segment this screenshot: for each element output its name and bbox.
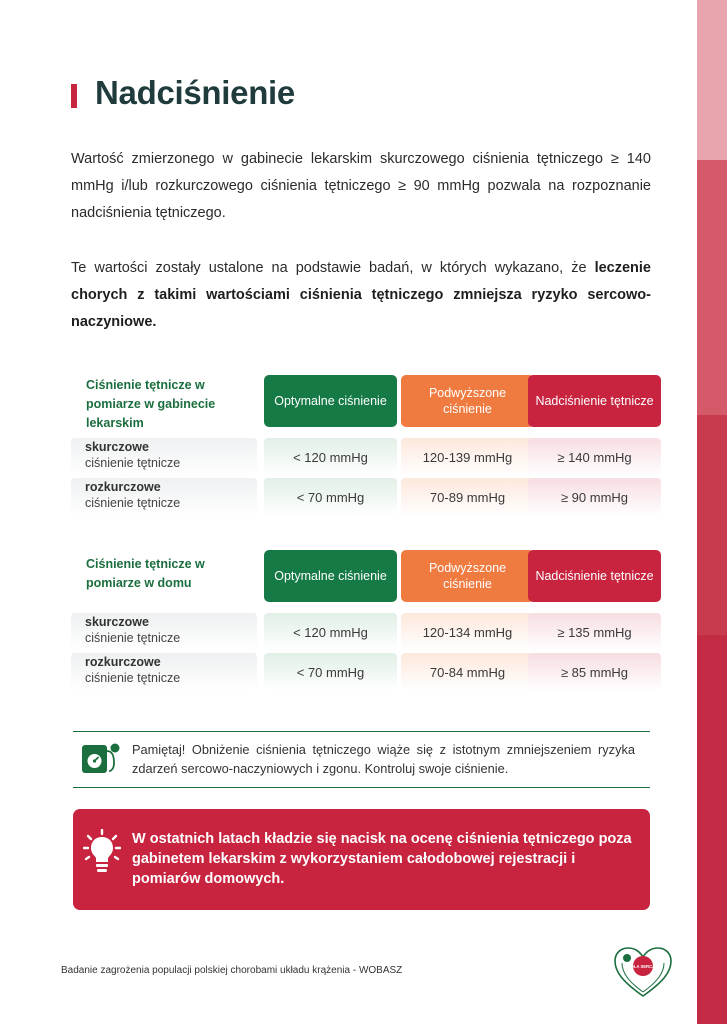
row-label-sub: ciśnienie tętnicze (85, 496, 181, 510)
row-label (71, 653, 257, 691)
table-title: Ciśnienie tętnicze w pomiarze w domu (86, 557, 205, 590)
evidence-text: Te wartości zostały ustalone na podstawie badań, w których wykazano, że (71, 260, 595, 276)
cell-elevated: 70-89 mmHg (401, 478, 534, 516)
row-label-sub: ciśnienie tętnicze (85, 456, 181, 470)
side-strip-mid (697, 160, 727, 415)
table-row-systolic (71, 613, 651, 651)
evidence-paragraph (71, 255, 651, 336)
evidence-bold-text: leczenie chorych z takimi wartościami ciśnienia tętniczego zmniejsza ryzyko sercowo-naczyniowe. (71, 260, 651, 330)
row-label-sub: ciśnienie tętnicze (85, 671, 181, 685)
heart-logo-icon (613, 946, 673, 998)
cell-optimal: < 70 mmHg (264, 653, 397, 691)
cell-hypertension: ≥ 90 mmHg (528, 478, 661, 516)
row-label-main: skurczowe (85, 440, 149, 454)
row-label-main: skurczowe (85, 615, 149, 629)
side-strip-light (697, 0, 727, 160)
header-optimal: Optymalne ciśnienie (264, 550, 397, 602)
lightbulb-icon (83, 829, 121, 875)
footer-source: Badanie zagrożenia populacji polskiej chorobami układu krążenia - WOBASZ (61, 965, 403, 976)
cell-hypertension: ≥ 135 mmHg (528, 613, 661, 651)
cell-hypertension: ≥ 140 mmHg (528, 438, 661, 476)
callout-text: W ostatnich latach kładzie się nacisk na ocenę ciśnienia tętniczego poza gabinetem lekarskim z wykorzystaniem całodobowej rejestracji i pomiarów domowych. (132, 831, 632, 887)
cell-optimal: < 70 mmHg (264, 478, 397, 516)
cell-optimal: < 120 mmHg (264, 613, 397, 651)
cell-optimal: < 120 mmHg (264, 438, 397, 476)
cell-hypertension: ≥ 85 mmHg (528, 653, 661, 691)
page-title: Nadciśnienie (95, 74, 295, 111)
table-title: Ciśnienie tętnicze w pomiarze w gabinecie lekarskim (86, 378, 216, 430)
cell-elevated: 70-84 mmHg (401, 653, 534, 691)
side-strip-dark (697, 415, 727, 635)
reminder-text: Pamiętaj! Obniżenie ciśnienia tętniczego wiąże się z istotnym zmniejszeniem ryzyka zdarzeń sercowo-naczyniowych i zgonu. Kontroluj swoje ciśnienie. (132, 742, 635, 776)
info-callout (73, 809, 650, 910)
row-label (71, 478, 257, 516)
cell-elevated: 120-139 mmHg (401, 438, 534, 476)
blood-pressure-monitor-icon (81, 741, 121, 777)
table-row-systolic (71, 438, 651, 476)
header-elevated: Podwyższone ciśnienie (401, 375, 534, 427)
row-label-sub: ciśnienie tętnicze (85, 631, 181, 645)
table-row-diastolic (71, 478, 651, 516)
cell-elevated: 120-134 mmHg (401, 613, 534, 651)
row-label (71, 438, 257, 476)
side-strip-darkest (697, 635, 727, 1024)
row-label-main: rozkurczowe (85, 480, 161, 494)
row-label-main: rozkurczowe (85, 655, 161, 669)
title-accent-bar (71, 84, 77, 108)
row-label (71, 613, 257, 651)
table-row-diastolic (71, 653, 651, 691)
logo-text: DLA SERCA (630, 964, 656, 969)
reminder-box (73, 731, 650, 788)
header-hypertension: Nadciśnienie tętnicze (528, 550, 661, 602)
header-optimal: Optymalne ciśnienie (264, 375, 397, 427)
intro-paragraph: Wartość zmierzonego w gabinecie lekarskim skurczowego ciśnienia tętniczego ≥ 140 mmHg i/lub rozkurczowego ciśnienia tętniczego ≥ 90 mmHg pozwala na rozpoznanie nadciśnienia tętniczego. (71, 151, 651, 221)
header-hypertension: Nadciśnienie tętnicze (528, 375, 661, 427)
header-elevated: Podwyższone ciśnienie (401, 550, 534, 602)
